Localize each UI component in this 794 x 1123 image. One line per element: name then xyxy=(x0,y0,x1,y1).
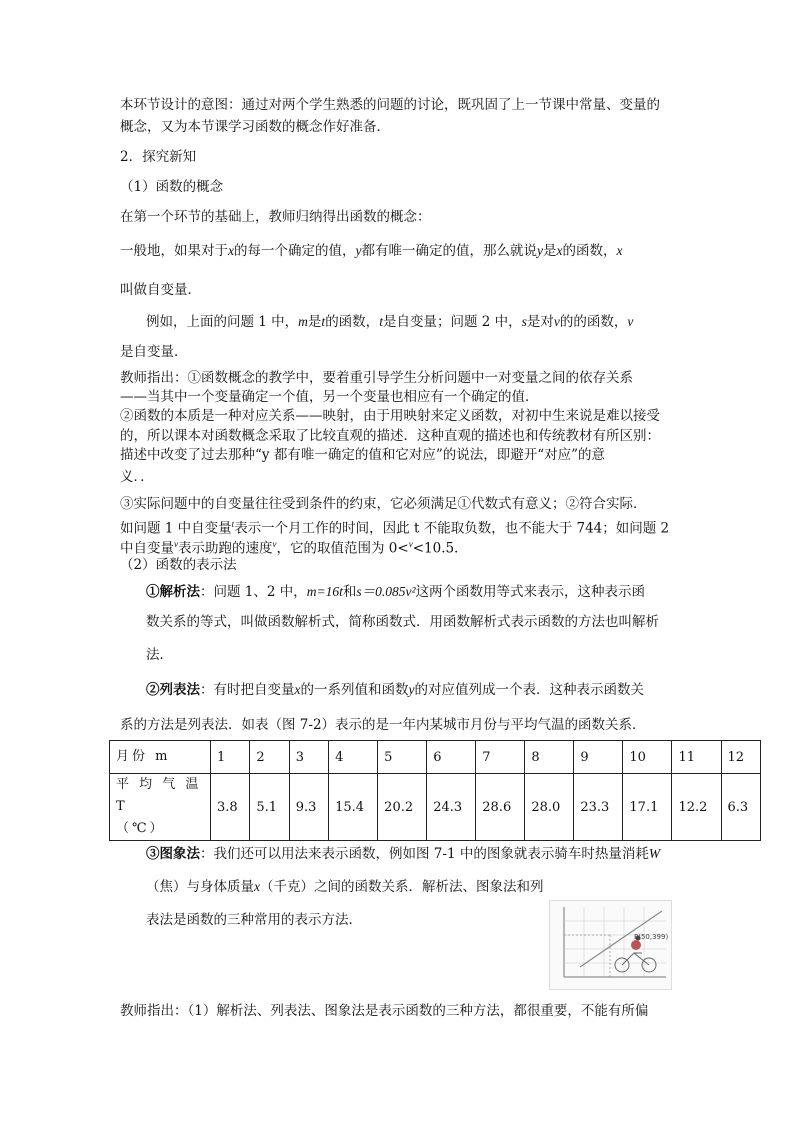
temperature-table xyxy=(109,740,761,841)
subheading-representation: （2）函数的表示法 xyxy=(120,557,237,573)
intro-line-2: 概念，又为本节课学习函数的概念作好准备． xyxy=(120,119,390,135)
table-cell: 3 xyxy=(289,741,328,774)
list-method-line-1: ②列表法：有时把自变量x的一系列值和函数y的对应值列成一个表．这种表示函数关 xyxy=(146,682,644,698)
table-cell: 20.2 xyxy=(378,774,427,841)
table-cell: 28.0 xyxy=(525,774,574,841)
table-cell: 5 xyxy=(378,741,427,774)
table-cell: 12 xyxy=(721,741,761,774)
definition-line-1: 一般地，如果对于x的每一个确定的值，y都有唯一确定的值，那么就说y是x的函数，x xyxy=(120,243,623,259)
table-cell: 9 xyxy=(574,741,623,774)
teacher-note-line-7: ③实际问题中的自变量往往受到条件的约束，它必须满足①代数式有意义；②符合实际． xyxy=(120,496,647,512)
month-header: 月份 m xyxy=(110,741,211,774)
analytic-line-2: 数关系的等式，叫做函数解析式，简称函数式．用函数解析式表示函数的方法也叫解析 xyxy=(146,614,659,630)
table-cell: 4 xyxy=(329,741,378,774)
example-line-2: 是自变量． xyxy=(120,344,188,360)
cyclist-body xyxy=(631,940,641,950)
table-cell: 24.3 xyxy=(427,774,476,841)
intro-line-1: 本环节设计的意图：通过对两个学生熟悉的问题的讨论，既巩固了上一节课中常量、变量的 xyxy=(120,97,660,113)
teacher-note-line-2: ——当其中一个变量确定一个值，另一个变量也相应有一个确定的值． xyxy=(120,389,539,405)
teacher-note-line-9: 中自变量$^v$表示助跑的速度$^v$，它的取值范围为 0<$^v$<10.5． xyxy=(120,539,468,557)
cycling-graph-figure xyxy=(549,900,672,990)
teacher-note-line-5: 描述中改变了过去那种“y 都有唯一确定的值和它对应”的说法，即避开“对应”的意 xyxy=(120,447,606,463)
table-cell: 7 xyxy=(476,741,525,774)
teacher-note-line-6: 义．． xyxy=(120,469,154,485)
point-label: P(50,399) xyxy=(634,933,669,941)
table-cell: 12.2 xyxy=(672,774,721,841)
graph-method-line-2: （焦）与身体质量x（千克）之间的函数关系．解析法、图象法和列 xyxy=(146,879,544,895)
table-cell: 8 xyxy=(525,741,574,774)
table-cell: 3.8 xyxy=(211,774,250,841)
section-heading: 2．探究新知 xyxy=(120,149,197,165)
table-cell: 10 xyxy=(623,741,672,774)
table-cell: 23.3 xyxy=(574,774,623,841)
analytic-line-1: ①解析法：问题 1、2 中，m=16t和s＝0.085v²这两个函数用等式来表示，这种表示函 xyxy=(146,584,646,600)
cycling-graph-illustration xyxy=(550,901,671,989)
graph-method-line-1: ③图象法：我们还可以用法来表示函数，例如图 7-1 中的图象就表示骑车时热量消耗W xyxy=(146,846,661,862)
table-cell: 2 xyxy=(250,741,289,774)
teacher-note-2: 教师指出：（1）解析法、列表法、图象法是表示函数的三种方法，都很重要，不能有所偏 xyxy=(120,1003,649,1019)
teacher-note-line-1: 教师指出：①函数概念的教学中，要着重引导学生分析问题中一对变量之间的依存关系 xyxy=(120,370,633,386)
subheading-function-concept: （1）函数的概念 xyxy=(120,179,224,195)
table-row xyxy=(110,774,761,841)
table-cell: 15.4 xyxy=(329,774,378,841)
table-cell: 1 xyxy=(211,741,250,774)
example-line-1: 例如，上面的问题 1 中，m是t的函数，t是自变量；问题 2 中，s是对v的的函数，v xyxy=(146,314,634,330)
teacher-note-line-4: 的，所以课本对函数概念采取了比较直观的描述．这种直观的描述也和传统教材有所区别： xyxy=(120,428,660,444)
table-cell: 11 xyxy=(672,741,721,774)
table-cell: 6.3 xyxy=(721,774,761,841)
definition-line-2: 叫做自变量． xyxy=(120,282,201,298)
teacher-note-line-3: ②函数的本质是一种对应关系——映射，由于用映射来定义函数，对初中生来说是难以接受 xyxy=(120,408,660,424)
temperature-header: 平 均 气 温 T （℃） xyxy=(110,774,211,841)
paragraph-base: 在第一个环节的基础上，教师归纳得出函数的概念： xyxy=(120,209,431,225)
table-cell: 17.1 xyxy=(623,774,672,841)
teacher-note-line-8: 如问题 1 中自变量$^t$表示一个月工作的时间，因此 t 不能取负数，也不能大于 744；如问题 2 xyxy=(120,519,670,537)
table-cell: 9.3 xyxy=(289,774,328,841)
table-cell: 28.6 xyxy=(476,774,525,841)
list-method-line-2: 系的方法是列表法．如表（图 7-2）表示的是一年内某城市月份与平均气温的函数关系． xyxy=(120,717,646,733)
table-cell: 5.1 xyxy=(250,774,289,841)
table-row xyxy=(110,741,761,774)
table-cell: 6 xyxy=(427,741,476,774)
analytic-line-3: 法． xyxy=(146,647,173,663)
graph-method-line-3: 表法是函数的三种常用的表示方法． xyxy=(146,912,362,928)
